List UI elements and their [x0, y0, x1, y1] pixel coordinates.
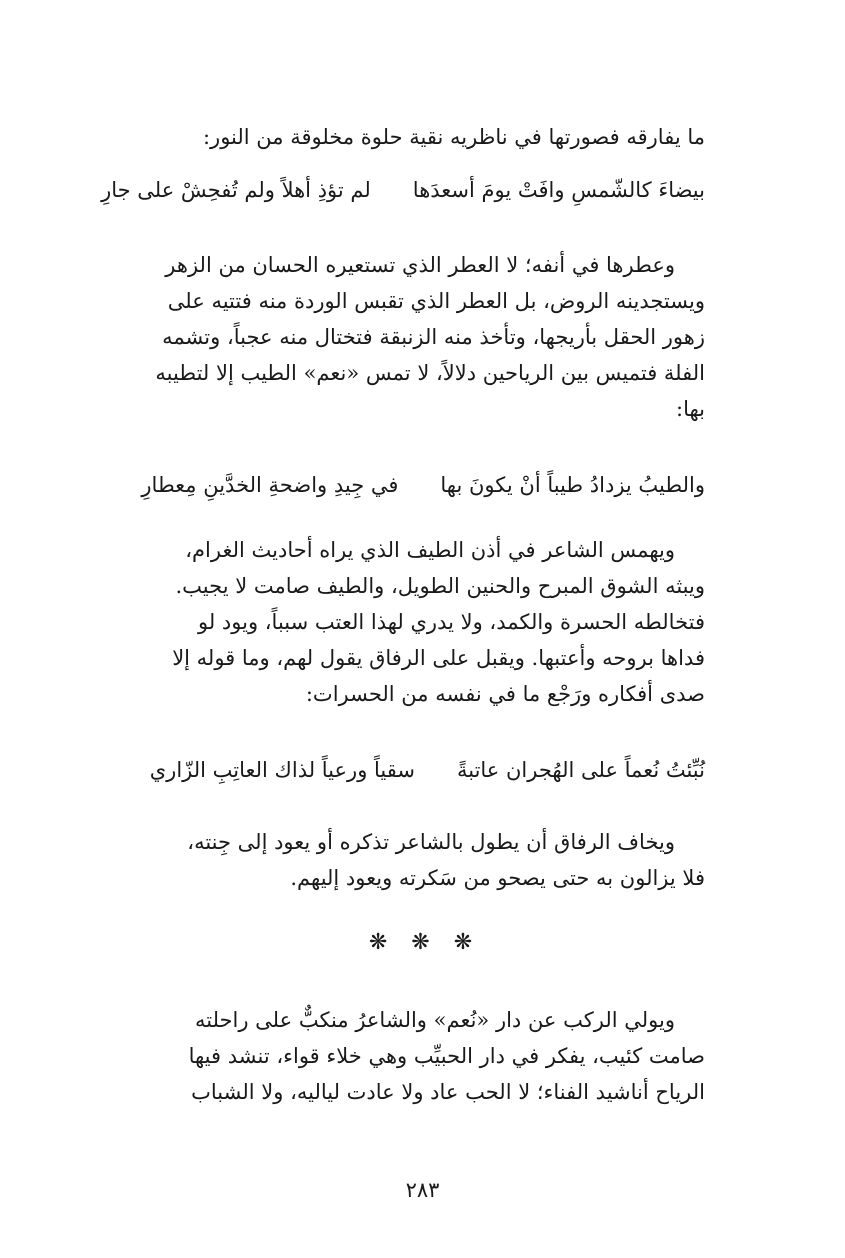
text-line: فداها بروحه وأعتبها. ويقبل على الرفاق يقول لهم، وما قوله إلا — [172, 646, 705, 670]
text-line: ويولي الركب عن دار «نُعم» والشاعرُ منكبٌّ على راحلته — [195, 1008, 675, 1032]
section-separator — [0, 930, 845, 955]
verse-first-hemistich: والطيبُ يزدادُ طيباً أنْ يكونَ بها — [440, 473, 705, 497]
verse-second-hemistich: لم تؤذِ أهلاً ولم تُفحِشْ على جارِ — [101, 178, 371, 202]
asterism-icon: ❋ — [411, 930, 434, 955]
text-line: ويهمس الشاعر في أذن الطيف الذي يراه أحاديث الغرام، — [185, 538, 675, 562]
verse-3 — [140, 752, 705, 788]
text-line: فلا يزالون به حتى يصحو من سَكرته ويعود إليهم. — [290, 866, 705, 890]
text-line: ويخاف الرفاق أن يطول بالشاعر تذكره أو يعود إلى جِنته، — [187, 830, 675, 854]
paragraph-2 — [140, 532, 705, 712]
text-line: ما يفارقه فصورتها في ناظريه نقية حلوة مخلوقة من النور: — [202, 125, 705, 149]
text-line: ويستجدينه الروض، بل العطر الذي تقبس الوردة منه فتتيه على — [167, 289, 705, 313]
text-line: الرياح أناشيد الفناء؛ لا الحب عاد ولا عادت لياليه، ولا الشباب — [191, 1080, 705, 1104]
paragraph-1 — [140, 247, 705, 427]
text-line: صامت كئيب، يفكر في دار الحبيِّب وهي خلاء قواء، تنشد فيها — [188, 1044, 705, 1068]
verse-2 — [140, 467, 705, 503]
text-line: الفلة فتميس بين الرياحين دلالاً، لا تمس «نعم» الطيب إلا لتطيبه — [155, 361, 705, 385]
verse-first-hemistich: نُبِّئتُ نُعماً على الهُجران عاتبةً — [456, 758, 705, 782]
intro-line — [140, 119, 705, 155]
text-line: فتخالطه الحسرة والكمد، ولا يدري لهذا العتب سبباً، ويود لو — [197, 610, 705, 634]
text-line: صدى أفكاره ورَجْع ما في نفسه من الحسرات: — [305, 682, 705, 706]
text-line: بها: — [676, 397, 705, 421]
text-line: زهور الحقل بأريجها، وتأخذ منه الزنبقة فتختال منه عجباً، وتشمه — [162, 325, 705, 349]
verse-second-hemistich: سقياً ورعياً لذاك العاتِبِ الزّاري — [149, 758, 415, 782]
page-number: ٢٨٣ — [405, 1178, 440, 1202]
asterism-icon: ❋ — [368, 930, 392, 955]
asterism-icon: ❋ — [453, 930, 477, 955]
paragraph-3 — [140, 824, 705, 896]
text-line: ويبثه الشوق المبرح والحنين الطويل، والطيف صامت لا يجيب. — [175, 574, 705, 598]
paragraph-4 — [140, 1002, 705, 1110]
verse-1 — [101, 172, 705, 208]
verse-second-hemistich: في جِيدِ واضحةِ الخدَّينِ مِعطارِ — [141, 473, 399, 497]
text-line: وعطرها في أنفه؛ لا العطر الذي تستعيره الحسان من الزهر — [165, 253, 675, 277]
verse-first-hemistich: بيضاءَ كالشّمسِ وافَتْ يومَ أسعدَها — [412, 178, 705, 202]
